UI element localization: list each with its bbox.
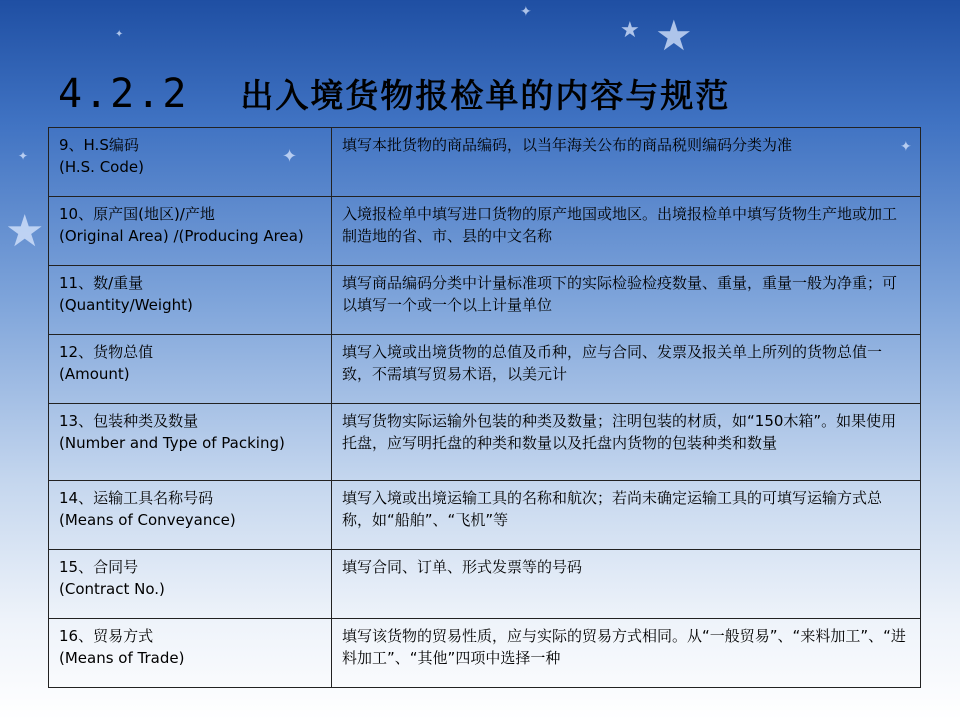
field-label-en: (Original Area) /(Producing Area) — [59, 227, 304, 245]
field-label-cell — [49, 335, 332, 404]
field-label-en: (Contract No.) — [59, 580, 165, 598]
table-row — [49, 404, 921, 481]
table-row — [49, 128, 921, 197]
field-label-cell — [49, 128, 332, 197]
star-decoration: ★ — [620, 18, 640, 43]
field-label-cn: 15、合同号 — [59, 558, 139, 576]
field-label-cell — [49, 197, 332, 266]
section-number: 4.2.2 — [58, 71, 189, 117]
field-label-en: (H.S. Code) — [59, 158, 144, 176]
star-decoration: ✦ — [115, 29, 124, 40]
field-description: 入境报检单中填写进口货物的原产地国或地区。出境报检单中填写货物生产地或加工制造地的省、市、县的中文名称 — [332, 197, 921, 266]
spec-table — [48, 127, 921, 688]
field-description: 填写本批货物的商品编码，以当年海关公布的商品税则编码分类为准 — [332, 128, 921, 197]
field-description: 填写合同、订单、形式发票等的号码 — [332, 550, 921, 619]
table-row — [49, 481, 921, 550]
field-label-cn: 16、贸易方式 — [59, 627, 154, 645]
star-decoration: ✦ — [282, 146, 298, 167]
table-row — [49, 550, 921, 619]
table-row — [49, 335, 921, 404]
field-label-cell — [49, 404, 332, 481]
field-description: 填写商品编码分类中计量标准项下的实际检验检疫数量、重量，重量一般为净重；可以填写一个或一个以上计量单位 — [332, 266, 921, 335]
field-label-cn: 13、包装种类及数量 — [59, 412, 199, 430]
star-decoration: ✦ — [18, 149, 29, 163]
field-label-cell — [49, 550, 332, 619]
field-label-en: (Quantity/Weight) — [59, 296, 193, 314]
table-row — [49, 619, 921, 688]
field-label-cn: 11、数/重量 — [59, 274, 144, 292]
field-description: 填写入境或出境货物的总值及币种，应与合同、发票及报关单上所列的货物总值一致，不需填写贸易术语，以美元计 — [332, 335, 921, 404]
table-row — [49, 197, 921, 266]
field-label-en: (Amount) — [59, 365, 130, 383]
star-decoration: ★ — [5, 206, 45, 257]
field-description: 填写该货物的贸易性质，应与实际的贸易方式相同。从“一般贸易”、“来料加工”、“进料加工”、“其他”四项中选择一种 — [332, 619, 921, 688]
slide-title — [58, 70, 918, 122]
section-title: 出入境货物报检单的内容与规范 — [240, 76, 731, 115]
field-label-cell — [49, 266, 332, 335]
field-label-cn: 9、H.S编码 — [59, 136, 139, 154]
field-label-cn: 12、货物总值 — [59, 343, 154, 361]
star-decoration: ✦ — [900, 139, 912, 155]
star-decoration: ★ — [655, 11, 693, 60]
field-label-en: (Means of Conveyance) — [59, 511, 236, 529]
field-label-cell — [49, 619, 332, 688]
field-label-en: (Means of Trade) — [59, 649, 185, 667]
field-label-cn: 10、原产国(地区)/产地 — [59, 205, 215, 223]
table-row — [49, 266, 921, 335]
field-label-cn: 14、运输工具名称号码 — [59, 489, 214, 507]
star-decoration: ✦ — [520, 4, 532, 20]
field-description: 填写入境或出境运输工具的名称和航次；若尚未确定运输工具的可填写运输方式总称，如“船舶”、“飞机”等 — [332, 481, 921, 550]
field-label-en: (Number and Type of Packing) — [59, 434, 285, 452]
field-description: 填写货物实际运输外包装的种类及数量；注明包装的材质，如“150木箱”。如果使用托盘，应写明托盘的种类和数量以及托盘内货物的包装种类和数量 — [332, 404, 921, 481]
field-label-cell — [49, 481, 332, 550]
